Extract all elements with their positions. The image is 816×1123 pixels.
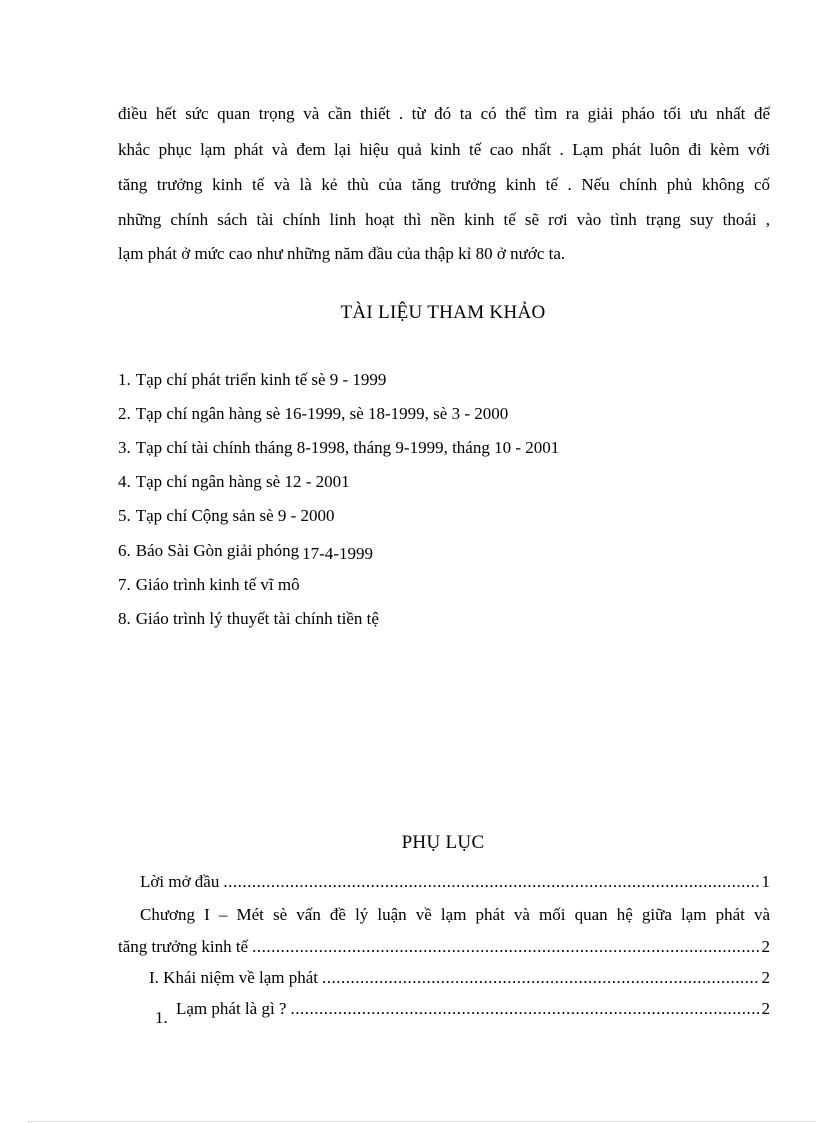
reference-number: 4. — [118, 472, 131, 491]
toc-row-chapter — [118, 937, 770, 957]
toc-leader — [252, 937, 759, 957]
appendix-title: PHỤ LỤC — [401, 832, 485, 853]
reference-item-6 — [118, 541, 373, 561]
toc-page-number: 2 — [761, 937, 770, 956]
reference-item-7 — [118, 575, 300, 595]
toc-page-number: 2 — [761, 968, 770, 987]
toc-page-number: 1 — [761, 872, 770, 891]
reference-number: 6. — [118, 541, 131, 560]
reference-text: Báo Sài Gòn giải phóng — [135, 541, 300, 560]
toc-label: Lời mở đầu — [140, 872, 220, 891]
reference-item-8 — [118, 609, 379, 629]
reference-text: Giáo trình lý thuyết tài chính tiền tệ — [135, 609, 379, 628]
toc-chapter-line: Chương I – Mét sè vấn đề lý luận về lạm phát và mối quan hệ giữa lạm phát và — [140, 905, 770, 924]
reference-text: Tạp chí tài chính tháng 8-1998, tháng 9-1999, tháng 10 - 2001 — [135, 438, 560, 457]
toc-subsection-number: 1. — [155, 1008, 168, 1027]
toc-leader — [223, 872, 759, 892]
reference-number: 1. — [118, 370, 131, 389]
page-bottom-divider — [28, 1121, 816, 1122]
toc-row-section — [149, 968, 770, 988]
toc-label: Lạm phát là gì ? — [176, 999, 287, 1018]
reference-number: 2. — [118, 404, 131, 423]
reference-item-2 — [118, 404, 508, 424]
paragraph-line-4: những chính sách tài chính linh hoạt thì nền kinh tế sẽ rơi vào tình trạng suy thoái , — [118, 210, 770, 229]
toc-leader — [290, 999, 759, 1019]
paragraph-line-5: lạm phát ở mức cao như những năm đầu của thập kỉ 80 ở nước ta. — [118, 244, 566, 263]
reference-number: 5. — [118, 506, 131, 525]
reference-number: 7. — [118, 575, 131, 594]
reference-text: Giáo trình kinh tế vĩ mô — [135, 575, 300, 594]
reference-text: Tạp chí phát triển kinh tế sè 9 - 1999 — [135, 370, 387, 389]
reference-item-1 — [118, 370, 386, 390]
reference-date: 17-4-1999 — [302, 544, 373, 563]
reference-item-3 — [118, 438, 559, 458]
toc-page-number: 2 — [761, 999, 770, 1018]
reference-item-5 — [118, 506, 335, 526]
paragraph-line-3: tăng trưởng kinh tế và là kẻ thù của tăng trưởng kinh tế . Nếu chính phủ không cố — [118, 175, 770, 194]
reference-number: 8. — [118, 609, 131, 628]
reference-text: Tạp chí ngân hàng sè 16-1999, sè 18-1999, sè 3 - 2000 — [135, 404, 509, 423]
toc-label: tăng trưởng kinh tế — [118, 937, 249, 956]
reference-item-4 — [118, 472, 350, 492]
references-title: TÀI LIỆU THAM KHẢO — [340, 302, 546, 323]
toc-leader — [322, 968, 759, 988]
paragraph-line-2: khắc phục lạm phát và đem lại hiệu quả kinh tế cao nhất . Lạm phát luôn đi kèm với — [118, 140, 770, 159]
toc-row-subsection — [176, 999, 770, 1019]
paragraph-line-1: điều hết sức quan trọng và cần thiết . từ đó ta có thể tìm ra giải pháo tối ưu nhất để — [118, 104, 770, 123]
toc-row-intro — [140, 872, 770, 892]
reference-text: Tạp chí ngân hàng sè 12 - 2001 — [135, 472, 350, 491]
reference-text: Tạp chí Cộng sản sè 9 - 2000 — [135, 506, 335, 525]
toc-label: I. Khái niệm về lạm phát — [149, 968, 319, 987]
reference-number: 3. — [118, 438, 131, 457]
